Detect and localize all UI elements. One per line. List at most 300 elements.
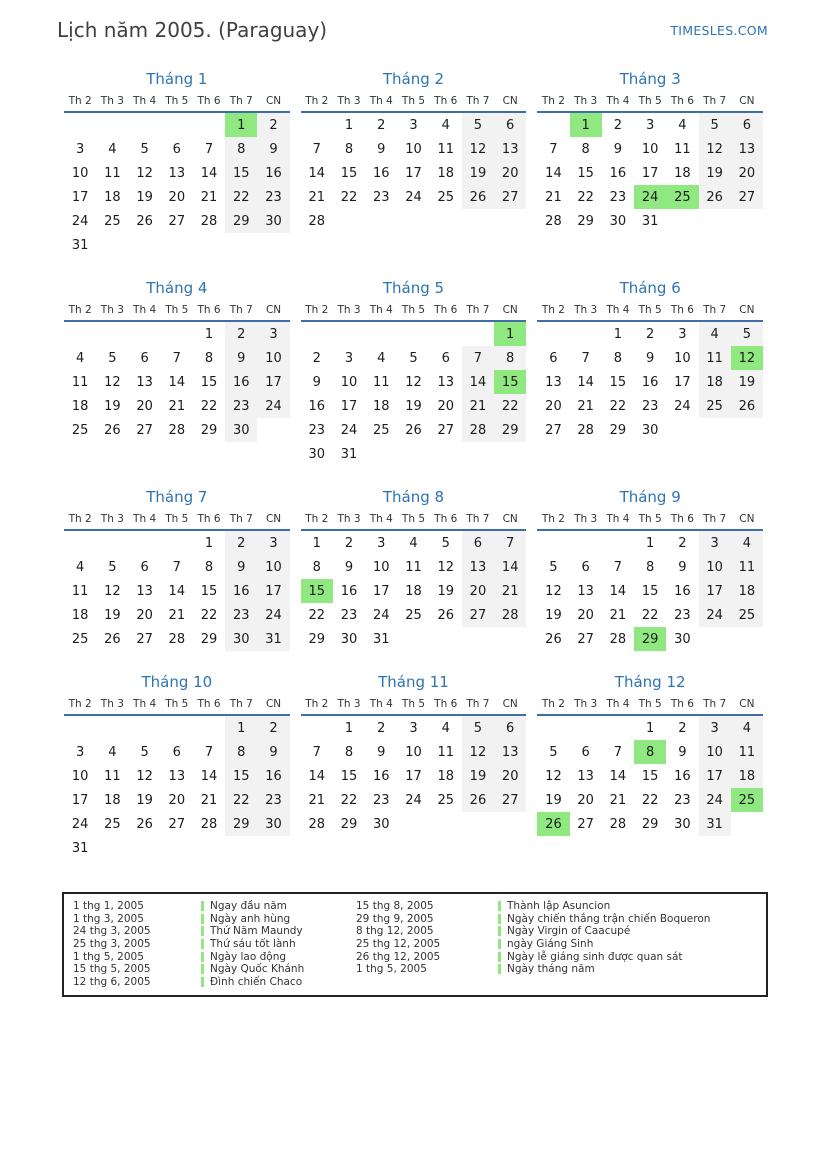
day-cell: 13 bbox=[136, 374, 153, 390]
day-cell: 7 bbox=[613, 559, 623, 575]
holiday-marker-icon bbox=[201, 926, 204, 936]
day-cell: 24 bbox=[71, 213, 89, 229]
day-cell: 27 bbox=[462, 603, 494, 627]
day-cell: 3 bbox=[257, 530, 289, 555]
day-cell: 25 bbox=[437, 189, 454, 205]
day-cell: 15 bbox=[577, 165, 594, 181]
day-header: Th 5 bbox=[634, 304, 666, 321]
day-header: Th 6 bbox=[666, 95, 698, 112]
holiday-marker-icon bbox=[498, 901, 501, 911]
day-cell: 6 bbox=[140, 559, 149, 575]
empty-day-cell bbox=[365, 321, 397, 346]
empty-day-cell bbox=[430, 321, 462, 346]
month-block bbox=[301, 70, 527, 233]
day-header: Th 3 bbox=[96, 513, 128, 530]
day-cell: 3 bbox=[699, 715, 731, 740]
day-cell: 13 bbox=[437, 374, 454, 390]
day-cell: 3 bbox=[377, 535, 386, 551]
day-header: Th 3 bbox=[570, 698, 602, 715]
day-cell: 15 bbox=[340, 165, 358, 181]
month-table bbox=[537, 513, 763, 651]
month-title-link[interactable]: Tháng 3 bbox=[619, 70, 681, 88]
empty-day-cell bbox=[699, 418, 731, 442]
day-header: Th 3 bbox=[570, 304, 602, 321]
day-cell: 27 bbox=[136, 631, 153, 647]
holiday-day-cell: 29 bbox=[634, 627, 666, 651]
holiday-marker-icon bbox=[201, 977, 204, 987]
day-cell: 13 bbox=[577, 583, 594, 599]
day-cell: 23 bbox=[674, 607, 691, 623]
day-cell: 29 bbox=[308, 631, 326, 647]
day-cell: 29 bbox=[494, 418, 526, 442]
day-cell: 13 bbox=[545, 374, 562, 390]
month-title-link[interactable]: Tháng 9 bbox=[619, 488, 681, 506]
day-cell: 2 bbox=[344, 535, 354, 551]
holiday-marker-icon bbox=[498, 939, 501, 949]
day-cell: 8 bbox=[581, 141, 590, 157]
day-cell: 30 bbox=[340, 631, 358, 647]
day-cell: 25 bbox=[71, 631, 89, 647]
legend-item bbox=[356, 950, 766, 963]
week-row bbox=[64, 346, 290, 370]
day-cell: 11 bbox=[372, 374, 390, 390]
empty-day-cell bbox=[96, 112, 128, 137]
day-cell: 8 bbox=[204, 559, 214, 575]
day-cell: 20 bbox=[494, 764, 526, 788]
day-cell: 22 bbox=[308, 607, 326, 623]
day-cell: 17 bbox=[372, 583, 390, 599]
empty-day-cell bbox=[570, 530, 602, 555]
day-cell: 8 bbox=[494, 346, 526, 370]
day-cell: 7 bbox=[581, 350, 590, 366]
week-row bbox=[537, 788, 763, 812]
month-title-link[interactable]: Tháng 1 bbox=[146, 70, 208, 88]
legend-item bbox=[73, 950, 356, 963]
holiday-day-cell: 1 bbox=[570, 112, 602, 137]
day-cell: 23 bbox=[225, 394, 257, 418]
legend-item bbox=[73, 976, 356, 989]
day-cell: 17 bbox=[257, 370, 289, 394]
day-cell: 3 bbox=[646, 117, 655, 133]
legend-holiday-name: Ngày lao động bbox=[210, 950, 287, 963]
day-cell: 18 bbox=[104, 189, 121, 205]
legend-date: 1 thg 5, 2005 bbox=[73, 950, 144, 963]
day-header: Th 3 bbox=[333, 95, 365, 112]
legend-date: 1 thg 1, 2005 bbox=[73, 900, 144, 913]
empty-day-cell bbox=[666, 209, 698, 233]
day-header: Th 4 bbox=[365, 95, 397, 112]
day-header: Th 7 bbox=[462, 698, 494, 715]
empty-day-cell bbox=[96, 321, 128, 346]
day-cell: 16 bbox=[257, 161, 289, 185]
day-cell: 28 bbox=[494, 603, 526, 627]
week-row bbox=[64, 555, 290, 579]
week-row bbox=[301, 555, 527, 579]
day-cell: 24 bbox=[340, 422, 358, 438]
empty-day-cell bbox=[161, 530, 193, 555]
day-cell: 5 bbox=[108, 350, 117, 366]
day-cell: 5 bbox=[549, 559, 558, 575]
day-header: Th 6 bbox=[430, 513, 462, 530]
day-header: Th 7 bbox=[462, 304, 494, 321]
day-cell: 22 bbox=[225, 788, 257, 812]
week-row bbox=[64, 418, 290, 442]
day-header: Th 5 bbox=[161, 513, 193, 530]
week-row bbox=[301, 579, 527, 603]
empty-day-cell bbox=[193, 836, 225, 860]
day-cell: 21 bbox=[200, 792, 218, 808]
legend-item bbox=[356, 913, 766, 926]
day-cell: 10 bbox=[405, 744, 422, 760]
day-cell: 28 bbox=[168, 631, 186, 647]
month-title-link[interactable]: Tháng 5 bbox=[382, 279, 445, 297]
day-cell: 15 bbox=[225, 161, 257, 185]
week-row bbox=[301, 346, 527, 370]
month-title-link[interactable]: Tháng 12 bbox=[614, 673, 686, 691]
day-cell: 4 bbox=[108, 744, 117, 760]
month-title-link[interactable]: Tháng 7 bbox=[146, 488, 208, 506]
month-title-link[interactable]: Tháng 11 bbox=[378, 673, 449, 691]
empty-day-cell bbox=[225, 233, 257, 257]
day-cell: 12 bbox=[405, 374, 422, 390]
day-cell: 14 bbox=[609, 583, 627, 599]
day-cell: 9 bbox=[257, 137, 289, 161]
day-header: Th 2 bbox=[301, 513, 333, 530]
day-cell: 11 bbox=[71, 583, 89, 599]
day-cell: 12 bbox=[136, 768, 153, 784]
day-cell: 20 bbox=[494, 161, 526, 185]
day-cell: 20 bbox=[168, 792, 186, 808]
day-cell: 11 bbox=[71, 374, 89, 390]
day-cell: 21 bbox=[168, 398, 186, 414]
day-cell: 11 bbox=[699, 346, 731, 370]
day-cell: 16 bbox=[372, 165, 390, 181]
day-header: Th 3 bbox=[333, 304, 365, 321]
day-header: Th 6 bbox=[193, 95, 225, 112]
day-cell: 17 bbox=[405, 768, 422, 784]
day-cell: 31 bbox=[257, 627, 289, 651]
day-cell: 17 bbox=[405, 165, 422, 181]
day-cell: 12 bbox=[462, 137, 494, 161]
empty-day-cell bbox=[731, 209, 763, 233]
day-cell: 4 bbox=[678, 117, 687, 133]
empty-day-cell bbox=[462, 321, 494, 346]
day-header: Th 5 bbox=[634, 513, 666, 530]
day-cell: 22 bbox=[340, 792, 358, 808]
empty-day-cell bbox=[699, 209, 731, 233]
month-block bbox=[64, 488, 290, 651]
legend-holiday-name: Ngày Quốc Khánh bbox=[210, 963, 305, 976]
holiday-marker-icon bbox=[498, 952, 501, 962]
empty-day-cell bbox=[64, 112, 96, 137]
day-header: Th 4 bbox=[602, 304, 634, 321]
week-row bbox=[301, 321, 527, 346]
month-title-link[interactable]: Tháng 8 bbox=[382, 488, 445, 506]
day-header: Th 6 bbox=[193, 513, 225, 530]
day-cell: 5 bbox=[699, 112, 731, 137]
day-cell: 11 bbox=[731, 555, 763, 579]
week-row bbox=[301, 418, 527, 442]
day-header: Th 2 bbox=[301, 698, 333, 715]
legend-holiday-name: Ngày lễ giáng sinh được quan sát bbox=[507, 950, 683, 963]
day-cell: 30 bbox=[257, 209, 289, 233]
day-header: CN bbox=[731, 95, 763, 112]
day-cell: 24 bbox=[674, 398, 691, 414]
day-cell: 14 bbox=[200, 768, 218, 784]
legend-date: 12 thg 6, 2005 bbox=[73, 975, 151, 988]
week-row bbox=[301, 530, 527, 555]
legend-holiday-name: Thứ sáu tốt lành bbox=[210, 938, 296, 951]
week-row bbox=[301, 764, 527, 788]
day-cell: 25 bbox=[731, 603, 763, 627]
day-header: Th 4 bbox=[365, 698, 397, 715]
day-header: Th 4 bbox=[365, 304, 397, 321]
day-cell: 25 bbox=[437, 792, 454, 808]
day-cell: 27 bbox=[168, 213, 186, 229]
day-header: Th 5 bbox=[397, 513, 429, 530]
week-row bbox=[301, 137, 527, 161]
month-table bbox=[301, 698, 527, 836]
day-cell: 19 bbox=[136, 792, 153, 808]
empty-day-cell bbox=[494, 442, 526, 466]
month-table bbox=[301, 95, 527, 233]
day-cell: 28 bbox=[609, 816, 627, 832]
month-title-link[interactable]: Tháng 6 bbox=[619, 279, 681, 297]
empty-day-cell bbox=[699, 627, 731, 651]
day-cell: 11 bbox=[104, 165, 121, 181]
day-cell: 17 bbox=[71, 792, 89, 808]
day-cell: 29 bbox=[340, 816, 358, 832]
week-row bbox=[537, 346, 763, 370]
day-cell: 6 bbox=[581, 559, 590, 575]
calendar-grid bbox=[64, 70, 763, 860]
day-header: Th 7 bbox=[699, 513, 731, 530]
empty-day-cell bbox=[602, 715, 634, 740]
week-row bbox=[537, 555, 763, 579]
day-cell: 29 bbox=[609, 422, 627, 438]
day-cell: 17 bbox=[674, 374, 691, 390]
day-header: Th 6 bbox=[430, 304, 462, 321]
day-header: Th 7 bbox=[462, 513, 494, 530]
day-cell: 29 bbox=[225, 209, 257, 233]
month-table bbox=[301, 304, 527, 466]
day-header: Th 2 bbox=[301, 304, 333, 321]
page-header bbox=[57, 16, 768, 44]
day-cell: 11 bbox=[405, 559, 422, 575]
day-cell: 31 bbox=[699, 812, 731, 836]
day-cell: 13 bbox=[731, 137, 763, 161]
day-cell: 17 bbox=[641, 165, 659, 181]
week-row bbox=[301, 627, 527, 651]
day-cell: 20 bbox=[437, 398, 454, 414]
day-header: Th 3 bbox=[570, 95, 602, 112]
day-header: Th 6 bbox=[430, 95, 462, 112]
day-cell: 26 bbox=[437, 607, 454, 623]
day-header: Th 2 bbox=[64, 513, 96, 530]
day-header: CN bbox=[257, 304, 289, 321]
day-cell: 8 bbox=[225, 137, 257, 161]
legend-date: 15 thg 8, 2005 bbox=[356, 900, 434, 913]
week-row bbox=[64, 185, 290, 209]
empty-day-cell bbox=[257, 418, 289, 442]
day-header: CN bbox=[257, 513, 289, 530]
day-cell: 10 bbox=[340, 374, 358, 390]
site-link[interactable]: TIMESLES.COM bbox=[670, 23, 768, 38]
empty-day-cell bbox=[161, 321, 193, 346]
day-cell: 20 bbox=[136, 398, 153, 414]
week-row bbox=[64, 394, 290, 418]
empty-day-cell bbox=[333, 321, 365, 346]
day-cell: 1 bbox=[344, 117, 354, 133]
empty-day-cell bbox=[161, 233, 193, 257]
legend-date: 29 thg 9, 2005 bbox=[356, 912, 434, 925]
day-cell: 10 bbox=[257, 346, 289, 370]
day-header: Th 5 bbox=[161, 698, 193, 715]
day-cell: 19 bbox=[462, 764, 494, 788]
day-cell: 5 bbox=[462, 112, 494, 137]
holiday-day-cell: 8 bbox=[634, 740, 666, 764]
day-header: Th 5 bbox=[634, 698, 666, 715]
month-title-link[interactable]: Tháng 4 bbox=[146, 279, 208, 297]
day-header: CN bbox=[257, 95, 289, 112]
day-cell: 3 bbox=[75, 744, 85, 760]
day-cell: 1 bbox=[646, 720, 655, 736]
day-cell: 27 bbox=[545, 422, 562, 438]
day-cell: 4 bbox=[699, 321, 731, 346]
day-cell: 21 bbox=[462, 394, 494, 418]
day-cell: 1 bbox=[613, 326, 623, 342]
day-cell: 23 bbox=[372, 189, 390, 205]
day-cell: 16 bbox=[225, 370, 257, 394]
day-cell: 6 bbox=[731, 112, 763, 137]
day-cell: 18 bbox=[372, 398, 390, 414]
day-cell: 14 bbox=[545, 165, 562, 181]
empty-day-cell bbox=[128, 321, 160, 346]
empty-day-cell bbox=[193, 112, 225, 137]
day-header: Th 5 bbox=[161, 95, 193, 112]
day-header: CN bbox=[731, 304, 763, 321]
month-table bbox=[537, 95, 763, 233]
day-cell: 4 bbox=[731, 715, 763, 740]
empty-day-cell bbox=[128, 836, 160, 860]
month-table bbox=[301, 513, 527, 651]
day-cell: 15 bbox=[200, 583, 218, 599]
day-cell: 28 bbox=[168, 422, 186, 438]
day-cell: 4 bbox=[75, 559, 85, 575]
day-cell: 5 bbox=[462, 715, 494, 740]
legend-item bbox=[356, 963, 766, 976]
day-cell: 22 bbox=[577, 189, 594, 205]
holiday-marker-icon bbox=[201, 901, 204, 911]
day-cell: 2 bbox=[678, 535, 687, 551]
day-cell: 19 bbox=[731, 370, 763, 394]
day-cell: 12 bbox=[545, 583, 562, 599]
empty-day-cell bbox=[397, 209, 429, 233]
day-header: Th 2 bbox=[64, 304, 96, 321]
day-cell: 19 bbox=[545, 792, 562, 808]
day-cell: 6 bbox=[462, 530, 494, 555]
day-header: Th 7 bbox=[699, 95, 731, 112]
month-title-link[interactable]: Tháng 2 bbox=[382, 70, 445, 88]
day-cell: 2 bbox=[377, 720, 386, 736]
day-cell: 28 bbox=[308, 213, 326, 229]
day-cell: 1 bbox=[344, 720, 354, 736]
week-row bbox=[537, 418, 763, 442]
day-cell: 7 bbox=[549, 141, 558, 157]
day-cell: 30 bbox=[372, 816, 390, 832]
day-cell: 2 bbox=[678, 720, 687, 736]
day-header: Th 2 bbox=[537, 513, 569, 530]
day-cell: 13 bbox=[462, 555, 494, 579]
day-cell: 1 bbox=[204, 326, 214, 342]
day-header: CN bbox=[494, 304, 526, 321]
day-cell: 30 bbox=[609, 213, 627, 229]
legend-date: 1 thg 5, 2005 bbox=[356, 963, 427, 976]
holiday-marker-icon bbox=[201, 939, 204, 949]
day-cell: 7 bbox=[172, 559, 181, 575]
week-row bbox=[537, 321, 763, 346]
day-cell: 20 bbox=[577, 792, 594, 808]
day-cell: 12 bbox=[462, 740, 494, 764]
holiday-day-cell: 25 bbox=[731, 788, 763, 812]
day-cell: 3 bbox=[75, 141, 85, 157]
day-cell: 30 bbox=[674, 631, 691, 647]
day-cell: 16 bbox=[340, 583, 358, 599]
day-cell: 7 bbox=[312, 141, 321, 157]
day-cell: 12 bbox=[437, 559, 454, 575]
day-header: Th 3 bbox=[333, 513, 365, 530]
day-cell: 25 bbox=[405, 607, 422, 623]
month-block bbox=[537, 673, 763, 836]
week-row bbox=[537, 627, 763, 651]
month-title-link[interactable]: Tháng 10 bbox=[141, 673, 213, 691]
month-block bbox=[64, 673, 290, 860]
day-cell: 3 bbox=[409, 720, 418, 736]
day-header: Th 4 bbox=[602, 698, 634, 715]
holiday-marker-icon bbox=[201, 964, 204, 974]
day-cell: 9 bbox=[312, 374, 321, 390]
legend-holiday-name: Ngày chiến thắng trận chiến Boqueron bbox=[507, 912, 711, 925]
day-cell: 18 bbox=[731, 579, 763, 603]
day-cell: 29 bbox=[225, 812, 257, 836]
week-row bbox=[537, 579, 763, 603]
day-cell: 23 bbox=[609, 189, 627, 205]
day-cell: 28 bbox=[308, 816, 326, 832]
day-cell: 1 bbox=[204, 535, 214, 551]
holiday-marker-icon bbox=[201, 914, 204, 924]
week-row bbox=[537, 530, 763, 555]
month-block bbox=[537, 279, 763, 442]
day-header: CN bbox=[257, 698, 289, 715]
day-cell: 9 bbox=[377, 141, 386, 157]
week-row bbox=[64, 579, 290, 603]
month-block bbox=[301, 279, 527, 466]
day-cell: 3 bbox=[699, 530, 731, 555]
empty-day-cell bbox=[161, 836, 193, 860]
day-cell: 30 bbox=[225, 418, 257, 442]
day-cell: 13 bbox=[136, 583, 153, 599]
day-cell: 19 bbox=[104, 398, 121, 414]
day-cell: 6 bbox=[494, 715, 526, 740]
day-header: Th 4 bbox=[128, 304, 160, 321]
day-cell: 30 bbox=[257, 812, 289, 836]
holiday-day-cell: 15 bbox=[301, 579, 333, 603]
day-cell: 18 bbox=[437, 768, 454, 784]
holiday-marker-icon bbox=[201, 952, 204, 962]
day-cell: 5 bbox=[441, 535, 450, 551]
empty-day-cell bbox=[462, 442, 494, 466]
day-cell: 21 bbox=[494, 579, 526, 603]
